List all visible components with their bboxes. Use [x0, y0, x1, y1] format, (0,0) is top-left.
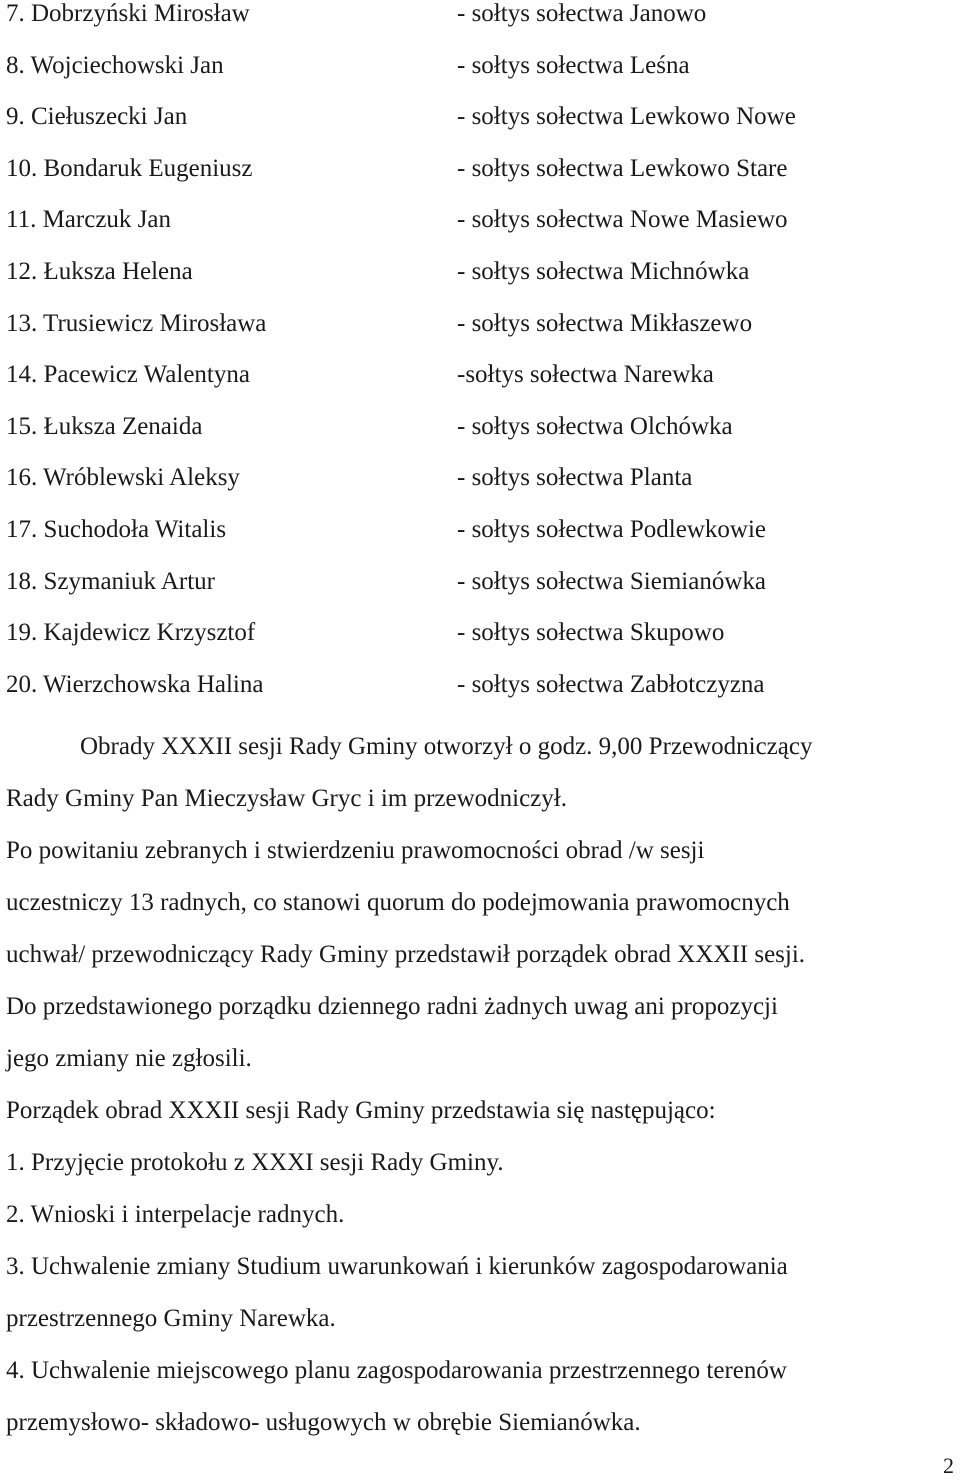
attendee-role: - sołtys sołectwa Zabłotczyzna — [457, 670, 765, 698]
attendee-role: - sołtys sołectwa Leśna — [457, 51, 690, 79]
attendee-role: - sołtys sołectwa Janowo — [457, 0, 707, 27]
text-line: Rady Gminy Pan Mieczysław Gryc i im przewodniczył. — [6, 785, 567, 812]
attendee-role: - sołtys sołectwa Siemianówka — [457, 567, 766, 595]
attendee-name: 12. Łuksza Helena — [6, 257, 193, 285]
attendee-name: 10. Bondaruk Eugeniusz — [6, 154, 253, 182]
agenda-item: 3. Uchwalenie zmiany Studium uwarunkowań i kierunków zagospodarowania — [6, 1253, 788, 1280]
attendee-role: - sołtys sołectwa Lewkowo Stare — [457, 154, 788, 182]
text-line: jego zmiany nie zgłosili. — [6, 1045, 252, 1072]
attendee-row — [6, 52, 946, 104]
attendee-role: - sołtys sołectwa Nowe Masiewo — [457, 206, 788, 234]
attendee-row — [6, 464, 946, 516]
attendee-list — [6, 0, 946, 722]
attendee-row — [6, 413, 946, 465]
attendee-role: - sołtys sołectwa Michnówka — [457, 257, 750, 285]
attendee-role: - sołtys sołectwa Skupowo — [457, 619, 725, 647]
page-number: 2 — [943, 1453, 954, 1478]
agenda-item-continuation: przestrzennego Gminy Narewka. — [6, 1305, 336, 1332]
attendee-row — [6, 516, 946, 568]
attendee-role: - sołtys sołectwa Lewkowo Nowe — [457, 103, 796, 131]
attendee-role: -sołtys sołectwa Narewka — [457, 361, 714, 389]
attendee-row — [6, 155, 946, 207]
session-minutes-text — [6, 721, 956, 1449]
attendee-row — [6, 206, 946, 258]
attendee-row — [6, 258, 946, 310]
text-line: Obrady XXXII sesji Rady Gminy otworzył o godz. 9,00 Przewodniczący — [80, 733, 813, 760]
attendee-name: 19. Kajdewicz Krzysztof — [6, 619, 256, 647]
agenda-item-continuation: przemysłowo- składowo- usługowych w obrębie Siemianówka. — [6, 1409, 641, 1436]
attendee-row — [6, 619, 946, 671]
attendee-role: - sołtys sołectwa Planta — [457, 464, 693, 492]
text-line: uczestniczy 13 radnych, co stanowi quorum do podejmowania prawomocnych — [6, 889, 790, 916]
attendee-role: - sołtys sołectwa Podlewkowie — [457, 515, 766, 543]
attendee-name: 14. Pacewicz Walentyna — [6, 361, 250, 389]
attendee-name: 17. Suchodoła Witalis — [6, 515, 227, 543]
text-line: uchwał/ przewodniczący Rady Gminy przedstawił porządek obrad XXXII sesji. — [6, 941, 806, 968]
agenda-item: 1. Przyjęcie protokołu z XXXI sesji Rady Gminy. — [6, 1149, 504, 1176]
attendee-name: 15. Łuksza Zenaida — [6, 412, 203, 440]
attendee-row — [6, 361, 946, 413]
attendee-name: 9. Ciełuszecki Jan — [6, 103, 188, 131]
attendee-role: - sołtys sołectwa Mikłaszewo — [457, 309, 753, 337]
attendee-row — [6, 568, 946, 620]
text-line: Porządek obrad XXXII sesji Rady Gminy przedstawia się następująco: — [6, 1097, 716, 1124]
attendee-name: 20. Wierzchowska Halina — [6, 670, 264, 698]
attendee-row — [6, 671, 946, 723]
attendee-name: 8. Wojciechowski Jan — [6, 51, 224, 79]
text-line: Po powitaniu zebranych i stwierdzeniu prawomocności obrad /w sesji — [6, 837, 705, 864]
attendee-row — [6, 310, 946, 362]
attendee-name: 13. Trusiewicz Mirosława — [6, 309, 267, 337]
attendee-name: 18. Szymaniuk Artur — [6, 567, 216, 595]
attendee-name: 7. Dobrzyński Mirosław — [6, 0, 250, 27]
agenda-item: 4. Uchwalenie miejscowego planu zagospodarowania przestrzennego terenów — [6, 1357, 787, 1384]
text-line: Do przedstawionego porządku dziennego radni żadnych uwag ani propozycji — [6, 993, 778, 1020]
attendee-role: - sołtys sołectwa Olchówka — [457, 412, 733, 440]
attendee-row — [6, 0, 946, 52]
attendee-name: 11. Marczuk Jan — [6, 206, 171, 234]
attendee-row — [6, 103, 946, 155]
attendee-name: 16. Wróblewski Aleksy — [6, 464, 240, 492]
agenda-item: 2. Wnioski i interpelacje radnych. — [6, 1201, 345, 1228]
